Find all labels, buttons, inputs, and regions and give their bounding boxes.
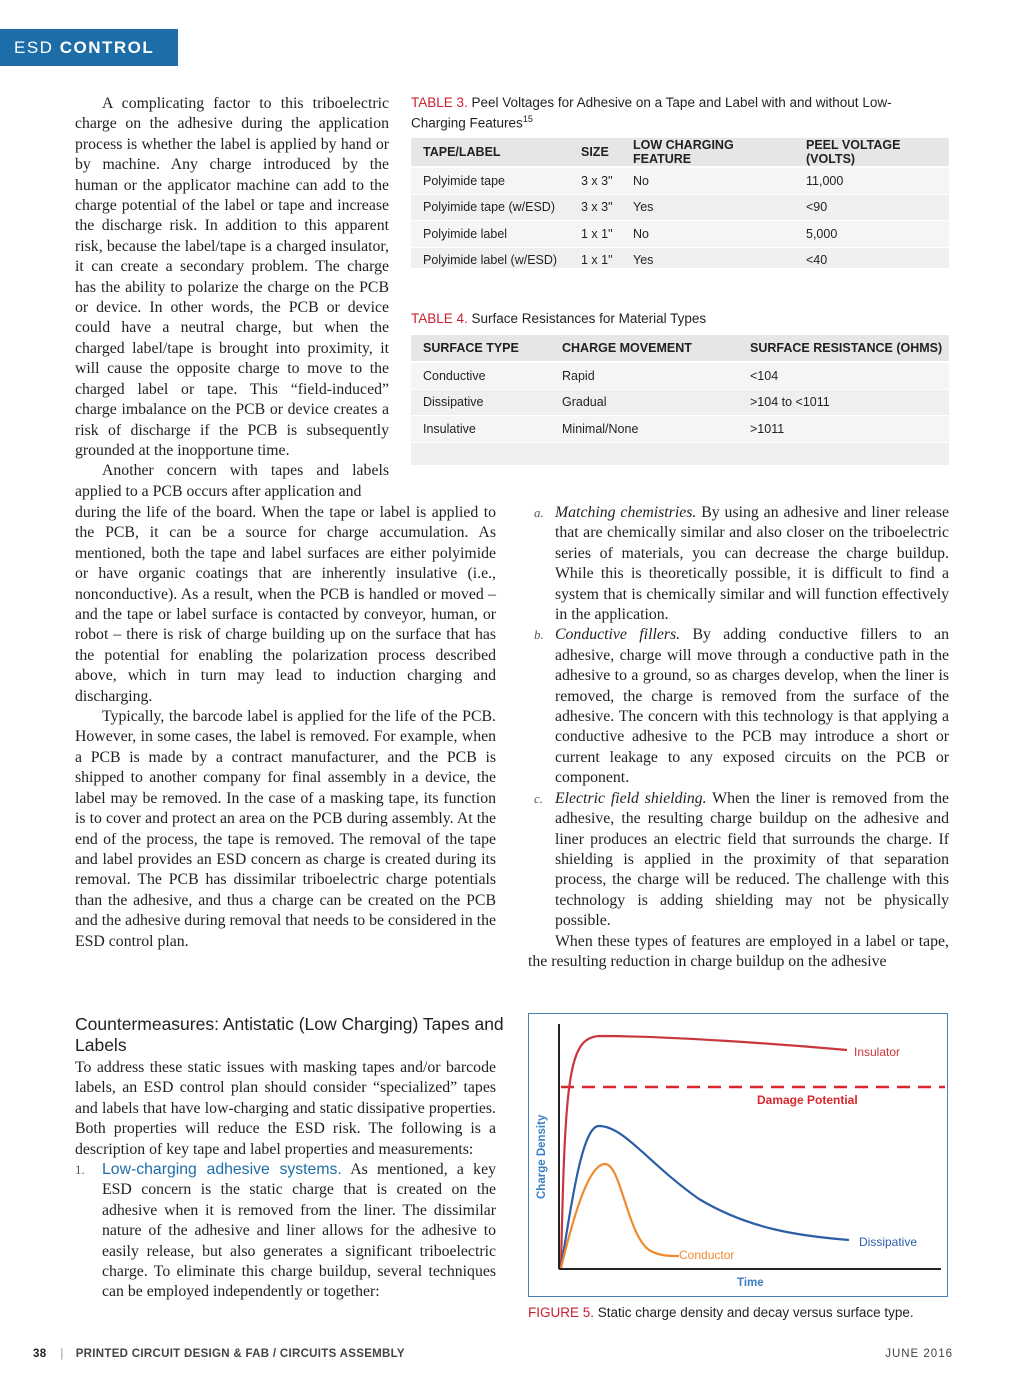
column-header: LOW CHARGING FEATURE [621, 138, 794, 167]
table-cell: <104 [738, 362, 949, 389]
figure5-caption-text: Static charge density and decay versus surface type. [594, 1305, 914, 1320]
table-cell: 5,000 [794, 221, 949, 248]
dissipative-label: Dissipative [859, 1235, 918, 1249]
countermeasures-body [75, 1058, 496, 1303]
list-marker: a. [534, 505, 544, 520]
table-cell: 1 x 1" [569, 247, 621, 274]
figure5-label: FIGURE 5. [528, 1305, 595, 1320]
issue-date: JUNE 2016 [885, 1348, 953, 1360]
list-item-title: Matching chemistries. [555, 504, 697, 521]
table-cell: Dissipative [411, 389, 550, 416]
table-cell: Yes [621, 194, 794, 221]
list-item-title: Low-charging adhesive systems. [102, 1161, 342, 1179]
conductor-label: Conductor [679, 1248, 735, 1262]
table3-caption [411, 94, 931, 132]
dissipative-curve [561, 1126, 849, 1268]
table-row [411, 194, 949, 221]
x-axis-label: Time [737, 1277, 764, 1289]
column-header: PEEL VOLTAGE (VOLTS) [794, 138, 949, 167]
page-number: 38 [33, 1348, 47, 1360]
column-header: CHARGE MOVEMENT [550, 335, 738, 362]
paragraph: Typically, the barcode label is applied for the life of the PCB. However, in some cases, the label is removed. For example, when a PCB is made by a contract manufacturer, and the PCB is shipped to another company for final assembly in a device, the label may be removed. In the case of a masking tape, its function is to cover and protect an area on the PCB during assembly. At the end of the process, the tape is removed. The removal of the tape and label provides an ESD concern as charge is created during its removal. The PCB has dissimilar triboelectric charge potentials than the adhesive, and thus a charge can be created on the PCB and the adhesive during removal that needs to be considered in the ESD control plan. [75, 708, 496, 950]
publication-name: PRINTED CIRCUIT DESIGN & FAB / CIRCUITS ASSEMBLY [75, 1348, 405, 1360]
table-cell: <90 [794, 194, 949, 221]
table-cell: Polyimide tape [411, 167, 569, 194]
table-header-row [411, 138, 949, 167]
table-cell: Yes [621, 247, 794, 274]
paragraph: When these types of features are employed in a label or tape, the resulting reduction in charge buildup on the adhesive [528, 932, 949, 970]
charge-density-chart [529, 1014, 947, 1296]
figure5-chart [528, 1013, 948, 1297]
table-cell: Polyimide label (w/ESD) [411, 247, 569, 274]
table-row [411, 167, 949, 194]
figure5-caption [528, 1304, 958, 1321]
table4-label: TABLE 4. [411, 311, 468, 326]
table3-label: TABLE 3. [411, 95, 468, 110]
table-cell: Minimal/None [550, 416, 738, 443]
list-item [75, 1160, 496, 1303]
table-cell: No [621, 167, 794, 194]
column-header: SURFACE RESISTANCE (OHMS) [738, 335, 949, 362]
table-cell: >104 to <1011 [738, 389, 949, 416]
section-heading: Countermeasures: Antistatic (Low Charging) Tapes and Labels [75, 1014, 504, 1055]
paragraph: Another concern with tapes and labels applied to a PCB occurs after application and [75, 462, 389, 500]
section-header [0, 29, 178, 66]
table-cell: >1011 [738, 416, 949, 443]
list-item [528, 625, 949, 788]
column-header: TAPE/LABEL [411, 138, 569, 167]
damage-potential-label: Damage Potential [757, 1093, 858, 1107]
paragraph: during the life of the board. When the tape or label is applied to the PCB, it can be a source for charge accumulation. As mentioned, both the tape and label surfaces are either polyimide or have organic coatings that are inherently insulative (i.e., nonconductive). As a result, when the PCB is handled or moved – and the tape or label surface is contacted by conveyor, human, or robot – there is risk of charge building up on the surface that has the potential for enabling the polarization process described above, which in turn may lead to induction charging and discharging. [75, 504, 496, 705]
insulator-curve [561, 1036, 847, 1268]
list-marker: b. [534, 627, 544, 643]
column-header: SIZE [569, 138, 621, 167]
left-column-top [75, 94, 389, 502]
table-cell: Polyimide tape (w/ESD) [411, 194, 569, 221]
list-item [528, 503, 949, 625]
list-item-text: By adding conductive fillers to an adhesive, charge will move through a conductive path in the adhesive to a ground, so as charges develop, when the liner is removed, the charge is removed from the surface of the adhesive. The concern with this technology is that applying a conductive adhesive to the PCB may introduce a short or current leakage to any exposed circuits on the PCB or component. [555, 626, 949, 787]
section-prefix: ESD [14, 38, 54, 57]
table-cell: 11,000 [794, 167, 949, 194]
y-axis-label: Charge Density [536, 1114, 548, 1199]
table-cell: Insulative [411, 416, 550, 443]
conductor-curve [561, 1164, 679, 1268]
list-item-title: Conductive fillers. [555, 626, 681, 644]
table-cell: Conductive [411, 362, 550, 389]
table-cell: 1 x 1" [569, 221, 621, 248]
list-item-text: As mentioned, a key ESD concern is the static charge that is created on the adhesive when it is removed from the liner. The dissimilar nature of the adhesive and liner allows for the adhesive to easily release, but also generates a significant triboelectric charge. To eliminate this charge buildup, several techniques can be employed independently or together: [102, 1161, 496, 1301]
paragraph: A complicating factor to this triboelectric charge on the adhesive during the application process is whether the label is applied by hand or by machine. Any charge introduced by the human or the applicator machine can add to the charge potential of the label or tape and increase the discharge risk. In addition to this apparent risk, because the label/tape is a charged insulator, it can create a secondary problem. The charge has the ability to polarize the charge on the PCB or device. In other words, the PCB or device could have a neutral charge, but when the charged label/tape is brought into proximity, it will cause the opposite charge to move to the charged label or tape. This “field-induced” charge imbalance on the PCB or device creates a risk of discharge if the PCB is subsequently grounded at the inopportune time. [75, 95, 389, 459]
table-cell: Rapid [550, 362, 738, 389]
table-row [411, 221, 949, 248]
right-column-main [528, 503, 949, 972]
paragraph: To address these static issues with masking tapes and/or barcode labels, an ESD control plan should consider “specialized” tapes and labels that have low-charging and static dissipative properties. Both properties will reduce the ESD risk. The following is a description of key tape and label properties and measurements: [75, 1059, 496, 1158]
table-header-row [411, 335, 949, 362]
table-cell: Polyimide label [411, 221, 569, 248]
table-cell: <40 [794, 247, 949, 274]
table-cell: Gradual [550, 389, 738, 416]
section-title: CONTROL [59, 38, 155, 57]
list-item-title: Electric field shielding. [555, 789, 707, 807]
list-marker: 1. [75, 1162, 85, 1178]
table-row [411, 416, 949, 443]
list-item [528, 789, 949, 932]
list-marker: c. [534, 790, 544, 806]
page-footer [33, 1348, 953, 1360]
table3 [411, 138, 949, 268]
table-cell: 3 x 3" [569, 167, 621, 194]
table-cell: 3 x 3" [569, 194, 621, 221]
table3-footnote: 15 [522, 114, 533, 124]
table-row [411, 247, 949, 274]
table3-title: Peel Voltages for Adhesive on a Tape and Label with and without Low-Charging Features [411, 95, 892, 131]
table-cell: No [621, 221, 794, 248]
table-row [411, 362, 949, 389]
table4-caption [411, 310, 931, 327]
left-column-main [75, 503, 496, 952]
insulator-label: Insulator [854, 1045, 901, 1059]
list-item-text: By using an adhesive and liner release that are chemically similar and also closer on the triboelectric series of materials, you can decrease the charge buildup. While this is theoretically possible, it is difficult to find a system that is chemically similar and will function effectively in the application. [555, 504, 950, 624]
footer-divider: | [60, 1348, 64, 1360]
column-header: SURFACE TYPE [411, 335, 550, 362]
list-item-text: When the liner is removed from the adhesive, the resulting charge buildup on the adhesive and liner produces an electric field that surrounds the charge. If shielding is applied in the proximity of that separation process, the charge will be reduced. The challenge with this technology is adding shielding may not be physically possible. [555, 789, 949, 930]
table4 [411, 335, 949, 465]
table4-title: Surface Resistances for Material Types [467, 311, 707, 326]
table-row [411, 389, 949, 416]
